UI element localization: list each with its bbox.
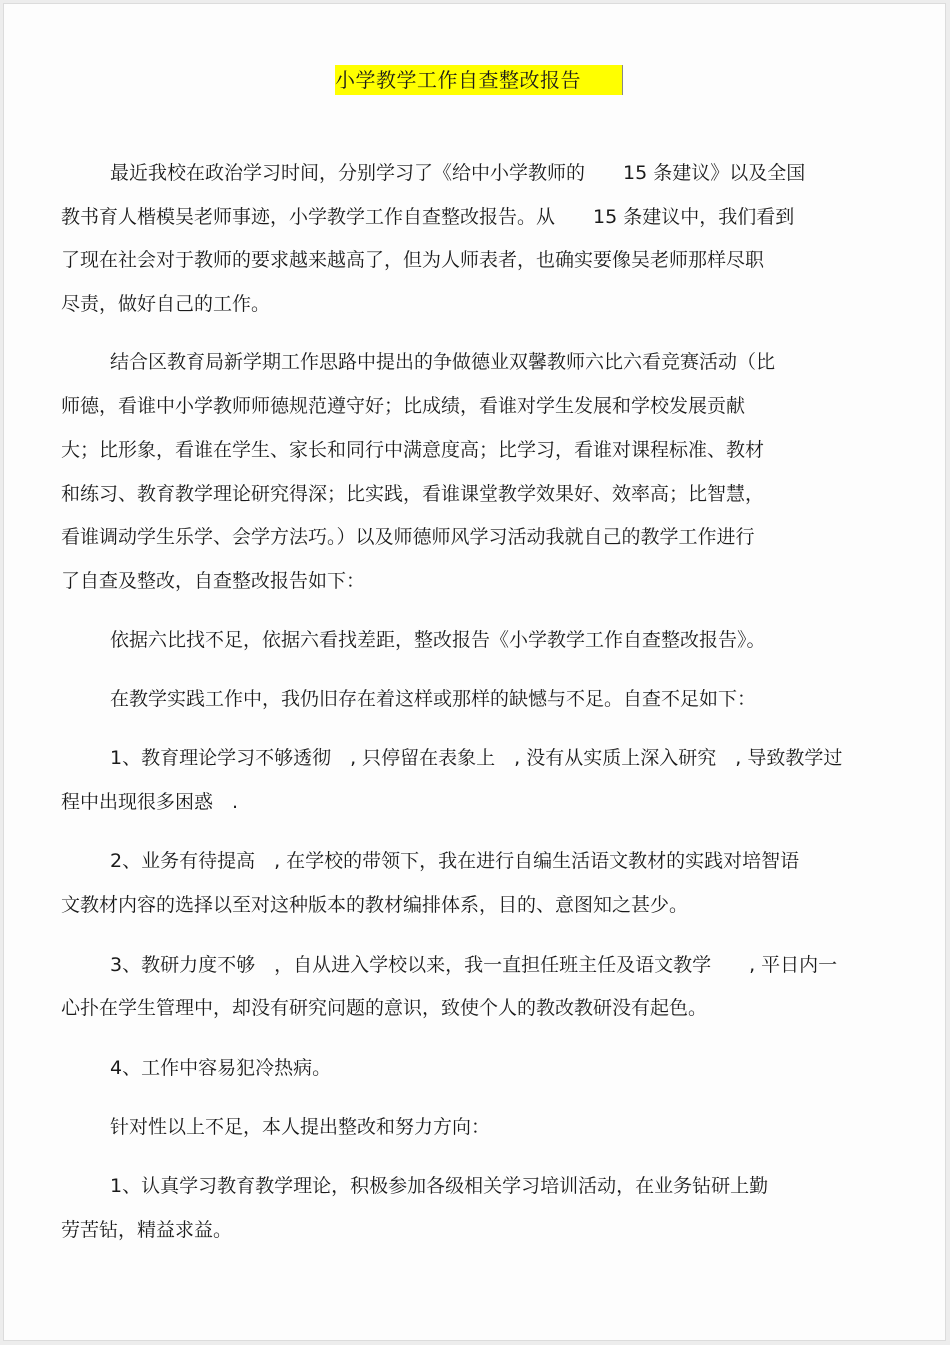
document-title: 小学教学工作自查整改报告 bbox=[335, 68, 581, 92]
paragraph-8-line-1: 4、工作中容易犯冷热病。 bbox=[110, 1057, 332, 1079]
paragraph-5-line-1: 1、教育理论学习不够透彻 , 只停留在表象上 , 没有从实质上深入研究 , 导致教学过 bbox=[110, 747, 843, 769]
paragraph-7-line-1: 3、教研力度不够 ，自从进入学校以来，我一直担任班主任及语文教学 , 平日内一 bbox=[110, 954, 838, 976]
paragraph-4-line-1: 在教学实践工作中，我仍旧存在着这样或那样的缺憾与不足。自查不足如下： bbox=[110, 688, 757, 710]
paragraph-3-line-1: 依据六比找不足，依据六看找差距，整改报告《小学教学工作自查整改报告》。 bbox=[110, 629, 766, 651]
paragraph-2-line-5: 看谁调动学生乐学、会学方法巧。）以及师德师风学习活动我就自己的教学工作进行 bbox=[61, 526, 755, 548]
paragraph-5-line-2: 程中出现很多困惑 . bbox=[61, 791, 239, 813]
paragraph-6-line-1: 2、业务有待提高 , 在学校的带领下，我在进行自编生活语文教材的实践对培智语 bbox=[110, 850, 800, 872]
paragraph-10-line-1: 1、认真学习教育教学理论，积极参加各级相关学习培训活动，在业务钻研上勤 bbox=[110, 1175, 769, 1197]
document-page bbox=[3, 3, 946, 1341]
paragraph-1-line-4: 尽责，做好自己的工作。 bbox=[61, 293, 271, 315]
paragraph-2-line-1: 结合区教育局新学期工作思路中提出的争做德业双馨教师六比六看竞赛活动（比 bbox=[110, 351, 776, 373]
title-highlight bbox=[335, 65, 623, 95]
paragraph-10-line-2: 劳苦钻，精益求益。 bbox=[61, 1219, 233, 1241]
paragraph-1-line-2: 教书育人楷模吴老师事迹，小学教学工作自查整改报告。从 15 条建议中，我们看到 bbox=[61, 206, 795, 228]
paragraph-6-line-2: 文教材内容的选择以至对这种版本的教材编排体系，目的、意图知之甚少。 bbox=[61, 894, 689, 916]
paragraph-9-line-1: 针对性以上不足，本人提出整改和努力方向： bbox=[110, 1116, 491, 1138]
paragraph-2-line-6: 了自查及整改，自查整改报告如下： bbox=[61, 570, 366, 592]
paragraph-7-line-2: 心扑在学生管理中，却没有研究问题的意识，致使个人的教改教研没有起色。 bbox=[61, 997, 708, 1019]
paragraph-2-line-2: 师德，看谁中小学教师师德规范遵守好；比成绩，看谁对学生发展和学校发展贡献 bbox=[61, 395, 746, 417]
paragraph-2-line-4: 和练习、教育教学理论研究得深；比实践，看谁课堂教学效果好、效率高；比智慧， bbox=[61, 483, 765, 505]
paragraph-2-line-3: 大；比形象，看谁在学生、家长和同行中满意度高；比学习，看谁对课程标准、教材 bbox=[61, 439, 765, 461]
paragraph-1-line-3: 了现在社会对于教师的要求越来越高了，但为人师表者，也确实要像吴老师那样尽职 bbox=[61, 249, 765, 271]
paragraph-1-line-1: 最近我校在政治学习时间，分别学习了《给中小学教师的 15 条建议》以及全国 bbox=[110, 162, 806, 184]
